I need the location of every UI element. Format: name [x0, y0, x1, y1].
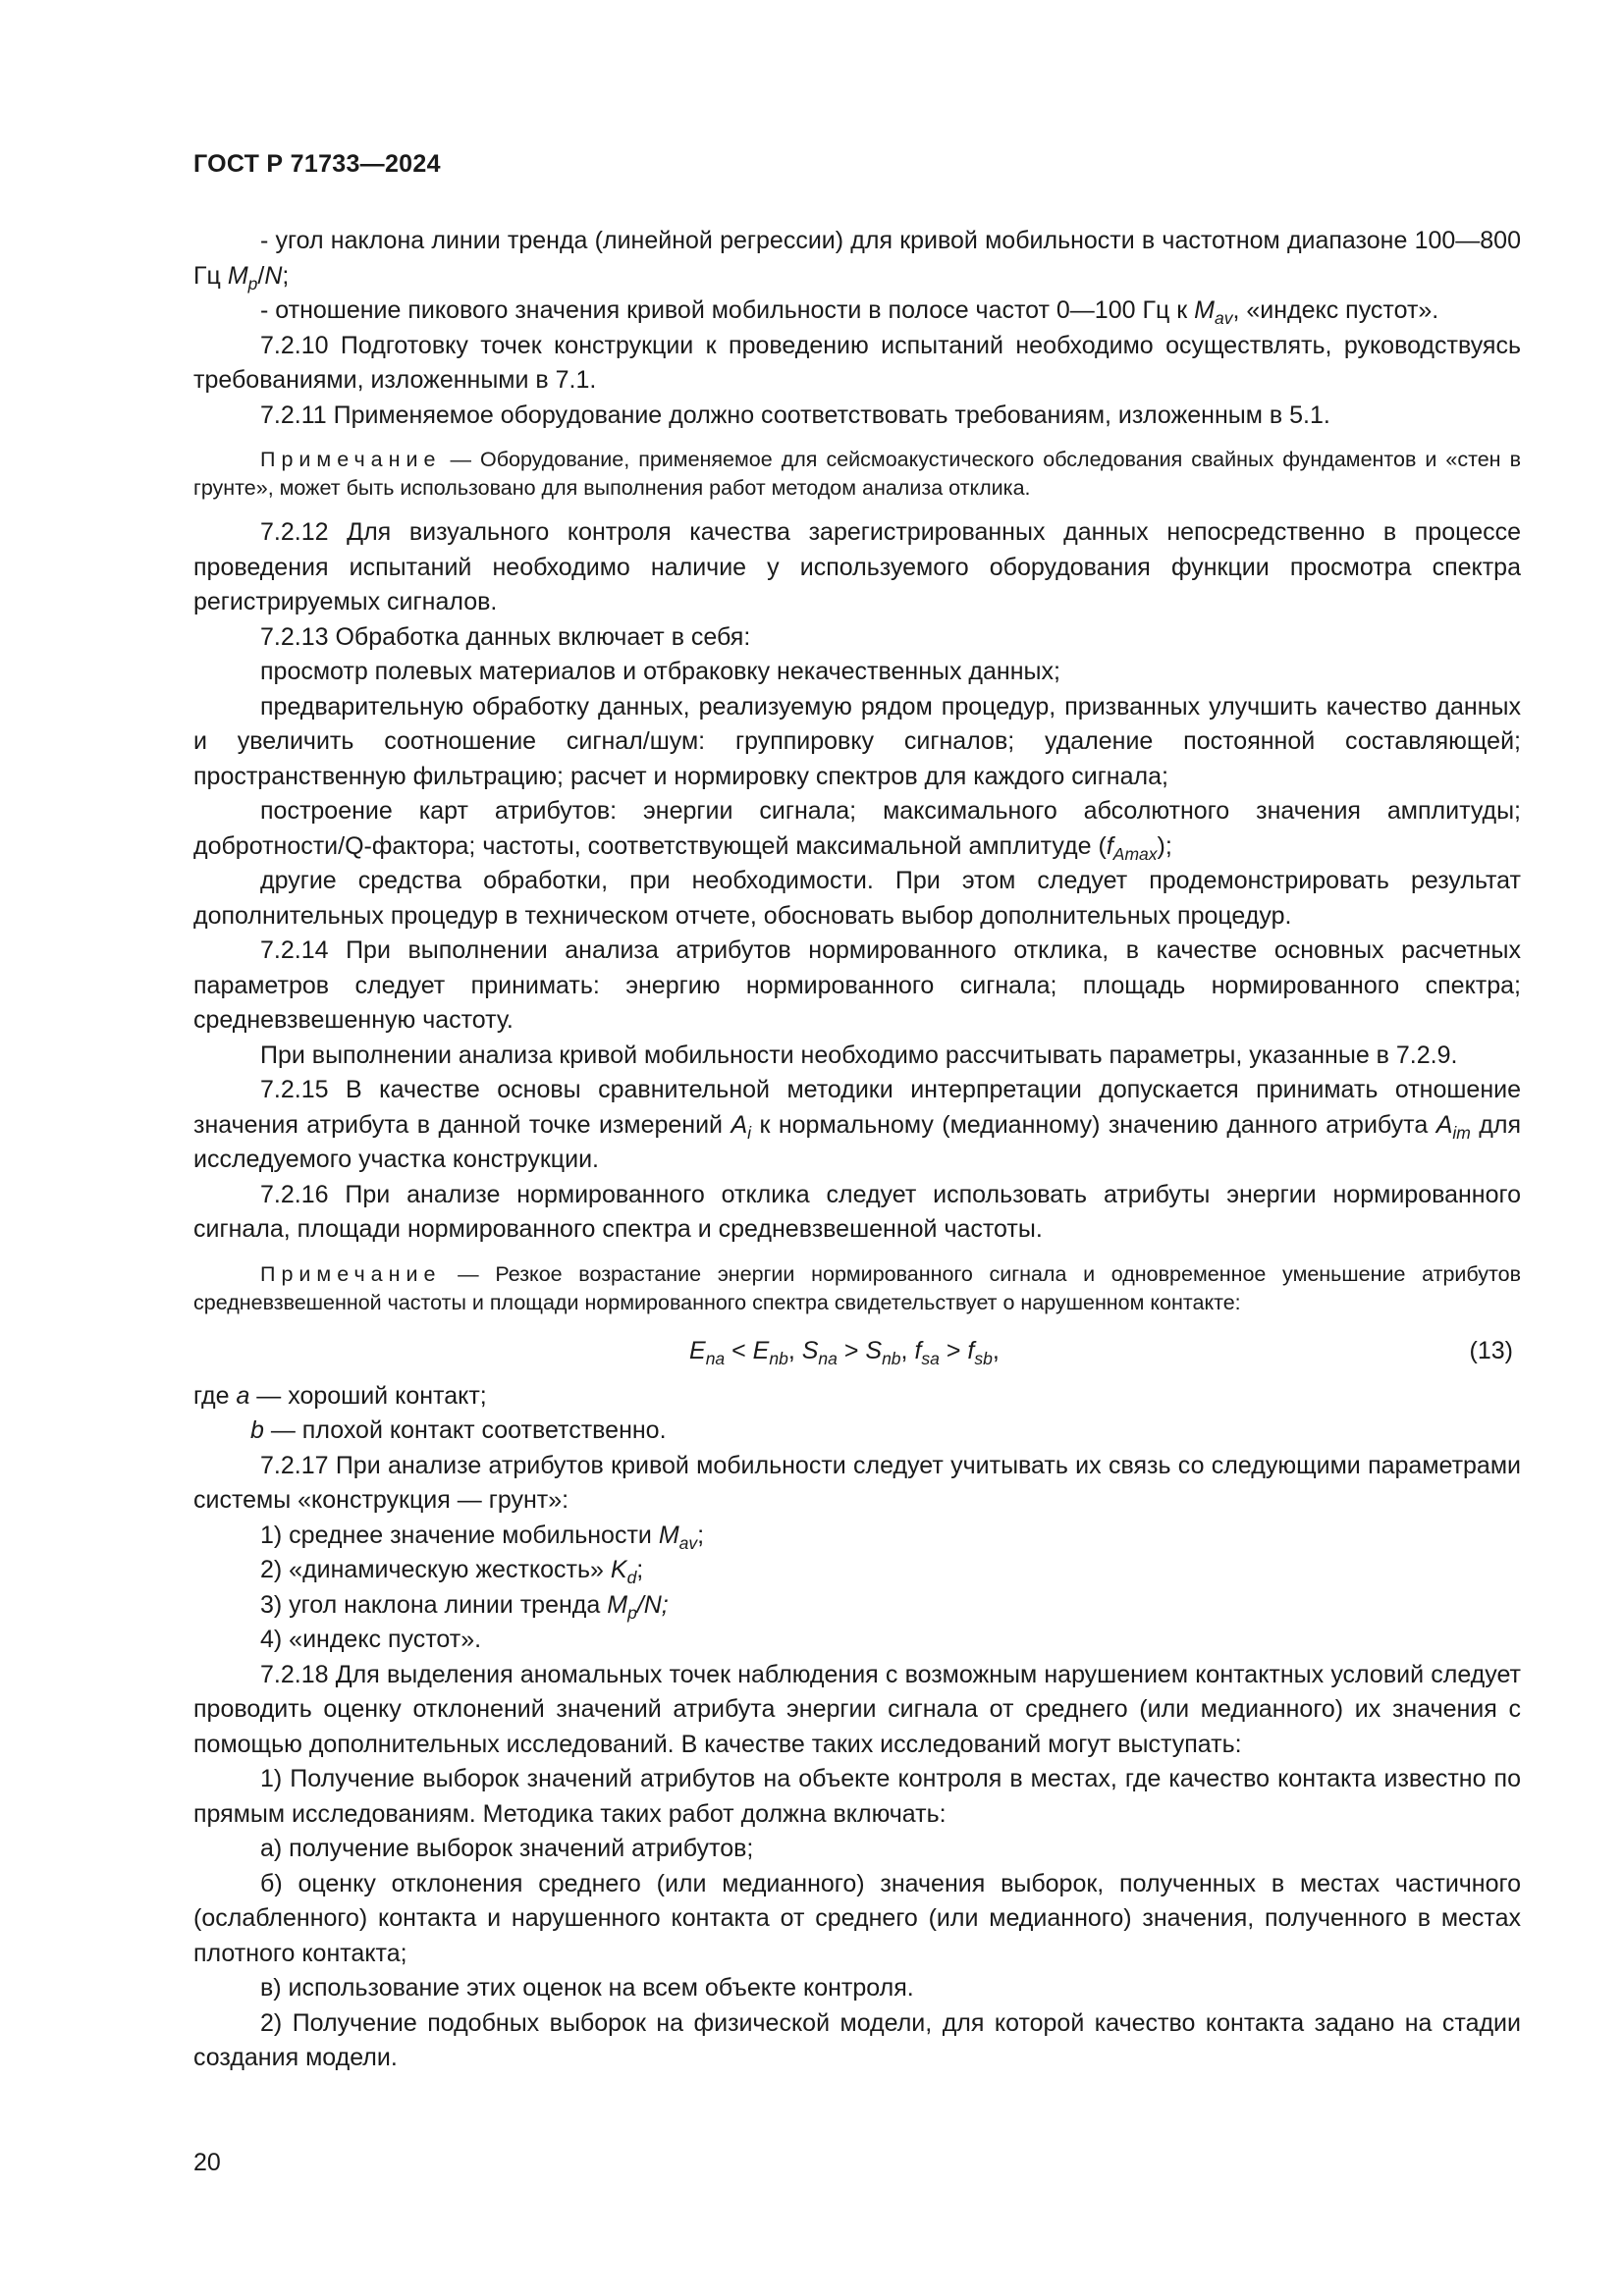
paragraph-7-2-14-mobility: При выполнении анализа кривой мобильности необходимо рассчитывать параметры, указанные в 7.2.9.: [260, 1041, 1458, 1069]
note-contact: Примечание — Резкое возрастание энергии нормированного сигнала и одновременное уменьшение атрибутов средневзвешенной частоты и площади нормированного спектра свидетельствует о нарушенном контакте:: [193, 1261, 1521, 1314]
formula-13: $E_{na} < E_{nb}$, $S_{na} > S_{nb}$, $f_{sa} > f_{sb}$,: [689, 1336, 1000, 1368]
equation-number: (13): [1469, 1336, 1513, 1364]
list-item-void-index: 4) «индекс пустот».: [260, 1626, 482, 1653]
list-item-field-review: просмотр полевых материалов и отбраковку некачественных данных;: [260, 658, 1060, 685]
list-item-sub-a: а) получение выборок значений атрибутов;: [260, 1835, 754, 1862]
formula-row: [193, 1330, 1521, 1375]
paragraph-7-2-10: 7.2.10 Подготовку точек конструкции к проведению испытаний необходимо осуществлять, руководствуясь требованиями, изложенными в 7.1.: [193, 331, 1521, 394]
paragraph-7-2-18: 7.2.18 Для выделения аномальных точек наблюдения с возможным нарушением контактных условий следует проводить оценку отклонений значений атрибута энергии сигнала от среднего (или медианного) их значения с помощью дополнительных исследований. В качестве таких исследований могут выступать:: [193, 1660, 1521, 1758]
paragraph-peak-ratio: - отношение пикового значения кривой мобильности в полосе частот 0—100 Гц к $M_{av}$, «индекс пустот».: [260, 296, 1439, 328]
paragraph-7-2-15: 7.2.15 В качестве основы сравнительной методики интерпретации допускается принимать отношение значения атрибута в данной точке измерений $A_i$ к нормальному (медианному) значению данного атрибута $A_{im}$ для исследуемого участка конструкции.: [193, 1076, 1521, 1173]
list-item-physical-model: 2) Получение подобных выборок на физической модели, для которой качество контакта задано на стадии создания модели.: [193, 2008, 1521, 2071]
list-item-preprocessing: предварительную обработку данных, реализуемую рядом процедур, призванных улучшить качество данных и увеличить соотношение сигнал/шум: группировку сигналов; удаление постоянной составляющей; пространственную фильтрацию; расчет и нормировку спектров для каждого сигнала;: [193, 692, 1521, 790]
list-item-other-tools: другие средства обработки, при необходимости. При этом следует продемонстрировать результат дополнительных процедур в техническом отчете, обосновать выбор дополнительных процедур.: [193, 867, 1521, 930]
list-item-dynamic-stiffness: 2) «динамическую жесткость» $K_d$;: [260, 1556, 644, 1587]
paragraph-7-2-12: 7.2.12 Для визуального контроля качества зарегистрированных данных непосредственно в процессе проведения испытаний необходимо наличие у используемого оборудования функции просмотра спектра регистрируемых сигналов.: [193, 518, 1521, 615]
list-item-sub-b: б) оценку отклонения среднего (или медианного) значения выборок, полученных в местах частичного (ослабленного) контакта и нарушенного контакта от среднего (или медианного) значения, полученного в местах плотного контакта;: [193, 1869, 1521, 1967]
document-body: [193, 224, 1521, 2076]
paragraph-7-2-17: 7.2.17 При анализе атрибутов кривой мобильности следует учитывать их связь со следующими параметрами системы «конструкция — грунт»:: [193, 1451, 1521, 1514]
list-item-object-samples: 1) Получение выборок значений атрибутов на объекте контроля в местах, где качество контакта известно по прямым исследованиям. Методика таких работ должна включать:: [193, 1765, 1521, 1828]
where-b: b — плохой контакт соответственно.: [250, 1416, 667, 1444]
where-a: где a — хороший контакт;: [193, 1381, 487, 1410]
list-item-mean-mobility: 1) среднее значение мобильности $M_{av}$;: [260, 1521, 705, 1553]
note-equipment: Примечание — Оборудование, применяемое для сейсмоакустического обследования свайных фундаментов и «стен в грунте», может быть использовано для выполнения работ методом анализа отклика.: [193, 448, 1521, 500]
paragraph-7-2-16: 7.2.16 При анализе нормированного отклика следует использовать атрибуты энергии нормированного сигнала, площади нормированного спектра и средневзвешенной частоты.: [193, 1180, 1521, 1243]
document-header: ГОСТ Р 71733—2024: [193, 150, 441, 178]
list-item-sub-c: в) использование этих оценок на всем объекте контроля.: [260, 1974, 914, 2002]
paragraph-7-2-11: 7.2.11 Применяемое оборудование должно соответствовать требованиям, изложенным в 5.1.: [260, 400, 1330, 429]
page-number: 20: [193, 2149, 221, 2176]
paragraph-slope: - угол наклона линии тренда (линейной регрессии) для кривой мобильности в частотном диапазоне 100—800 Гц $M_p/N$;: [193, 227, 1521, 294]
paragraph-7-2-13: 7.2.13 Обработка данных включает в себя:: [260, 622, 751, 651]
list-item-attribute-maps: построение карт атрибутов: энергии сигнала; максимального абсолютного значения амплитуды; добротности/Q-фактора; частоты, соответствующей максимальной амплитуде $(f_{Amax})$;: [193, 797, 1521, 864]
paragraph-7-2-14: 7.2.14 При выполнении анализа атрибутов нормированного отклика, в качестве основных расчетных параметров следует принимать: энергию нормированного сигнала; площадь нормированного спектра; средневзвешенную частоту.: [193, 936, 1521, 1034]
list-item-trend-slope: 3) угол наклона линии тренда $M_p/N$;: [260, 1590, 669, 1623]
